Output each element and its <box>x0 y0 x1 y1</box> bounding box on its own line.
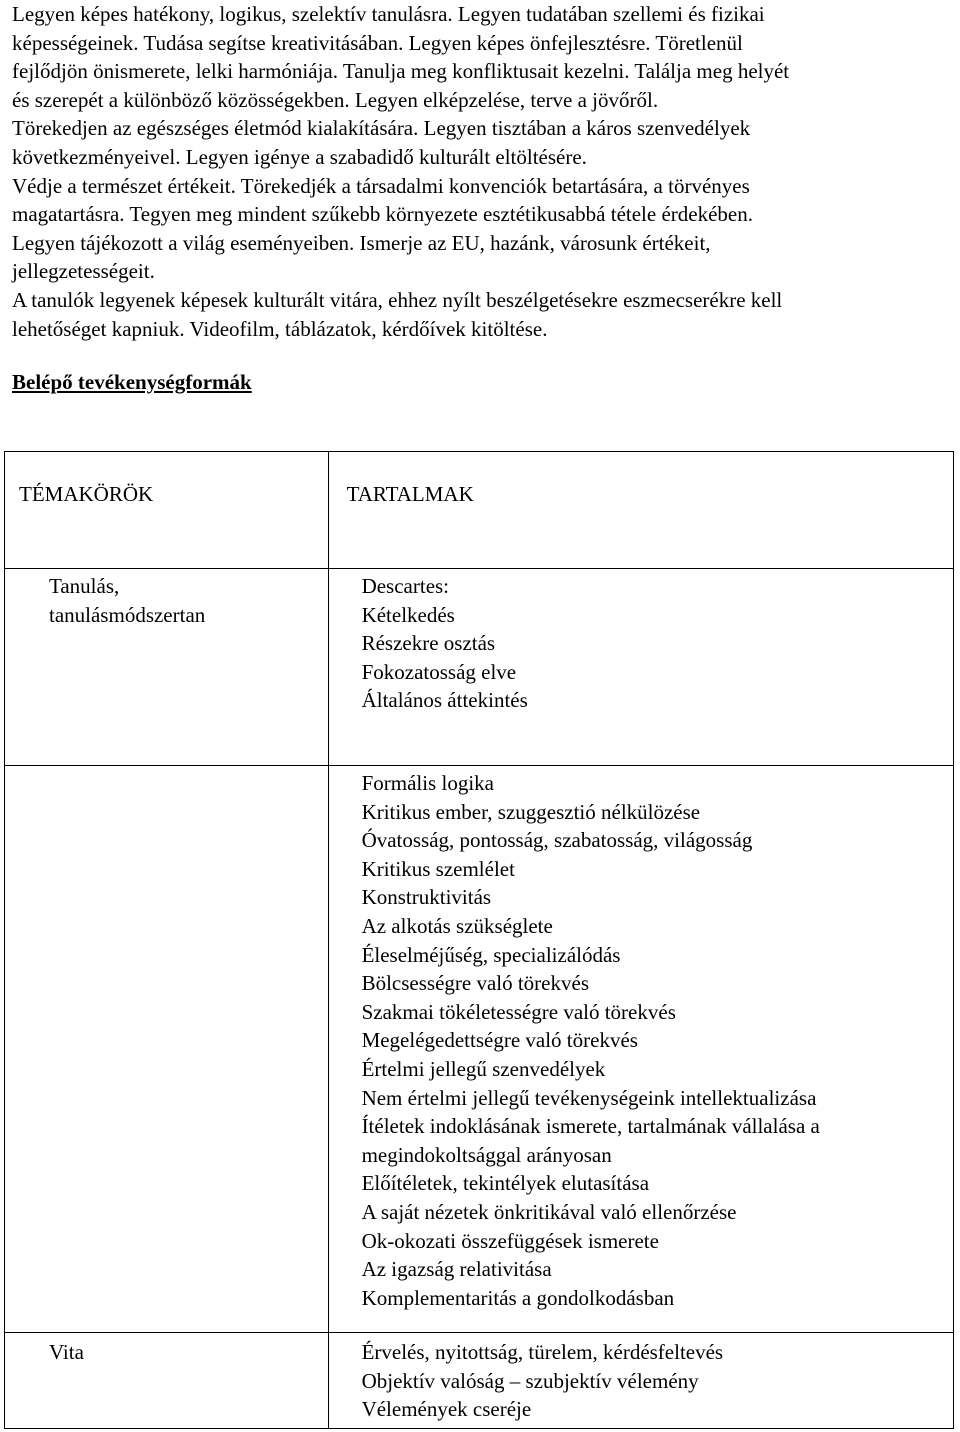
intro-line: következményeivel. Legyen igénye a szabadidő kulturált eltöltésére. <box>12 144 587 169</box>
content-item: Ítéletek indoklásának ismerete, tartalmának vállalása a <box>361 1114 820 1139</box>
content-item: Éleselméjűség, specializálódás <box>361 942 621 967</box>
content-item: Részekre osztás <box>361 631 496 656</box>
content-item: Komplementaritás a gondolkodásban <box>361 1285 675 1310</box>
content-item: Bölcsességre való törekvés <box>361 971 589 996</box>
intro-line: Legyen képes hatékony, logikus, szelektív tanulásra. Legyen tudatában szellemi és fizikai <box>12 2 765 26</box>
content-item: Fokozatosság elve <box>361 659 517 684</box>
intro-line: A tanulók legyenek képesek kulturált vitára, ehhez nyílt beszélgetésekre eszmecserékre kell <box>12 287 783 312</box>
intro-line: fejlődjön önismerete, lelki harmóniája. Tanulja meg konfliktusait kezelni. Találja meg helyét <box>12 59 790 84</box>
topic-cell <box>5 766 329 1333</box>
topic-line: tanulásmódszertan <box>49 602 206 627</box>
intro-line: lehetőséget kapniuk. Videofilm, táblázatok, kérdőívek kitöltése. <box>12 316 548 341</box>
content-cell <box>328 766 953 1333</box>
content-item: Ok-okozati összefüggések ismerete <box>361 1228 659 1253</box>
content-item: Értelmi jellegű szenvedélyek <box>361 1056 606 1081</box>
content-item: Az alkotás szükséglete <box>361 913 553 938</box>
content-item: Előítéletek, tekintélyek elutasítása <box>361 1171 650 1196</box>
topics-table <box>4 451 954 1429</box>
table-header-row <box>5 452 954 569</box>
intro-line: képességeinek. Tudása segítse kreativitásában. Legyen képes önfejlesztésre. Töretlenül <box>12 30 743 55</box>
content-item: Objektív valóság – szubjektív vélemény <box>361 1368 699 1393</box>
header-label-contents: TARTALMAK <box>346 482 474 506</box>
content-item: Megelégedettségre való törekvés <box>361 1028 638 1053</box>
intro-line: jellegzetességeit. <box>12 259 155 284</box>
content-item: Vélemények cseréje <box>361 1397 532 1422</box>
content-item: Általános áttekintés <box>361 688 528 713</box>
content-item: Konstruktivitás <box>361 885 492 910</box>
table-row <box>5 1333 954 1429</box>
content-item: A saját nézetek önkritikával való ellenőrzése <box>361 1199 737 1224</box>
topic-line: Tanulás, <box>49 574 120 598</box>
content-cell <box>328 569 953 766</box>
intro-paragraph <box>12 0 952 343</box>
content-item: Nem értelmi jellegű tevékenységeink intellektualizása <box>361 1085 817 1110</box>
content-item: Kritikus ember, szuggesztió nélkülözése <box>361 799 701 824</box>
topic-cell <box>5 569 329 766</box>
content-item: Formális logika <box>361 771 494 795</box>
topic-line: Vita <box>49 1340 84 1364</box>
intro-line: magatartásra. Tegyen meg mindent szűkebb környezete esztétikusabbá tétele érdekében. <box>12 202 753 227</box>
intro-line: Legyen tájékozott a világ eseményeiben. Ismerje az EU, hazánk, városunk értékeit, <box>12 230 711 255</box>
topic-cell <box>5 1333 329 1429</box>
intro-line: Törekedjen az egészséges életmód kialakítására. Legyen tisztában a káros szenvedélyek <box>12 116 751 141</box>
content-item: Szakmai tökéletességre való törekvés <box>361 999 676 1024</box>
content-item: Kritikus szemlélet <box>361 856 515 881</box>
header-cell-topics <box>5 452 329 569</box>
intro-line: Védje a természet értékeit. Törekedjék a társadalmi konvenciók betartására, a törvényes <box>12 173 750 198</box>
content-cell <box>328 1333 953 1429</box>
table-row <box>5 766 954 1333</box>
table-row <box>5 569 954 766</box>
intro-line: és szerepét a különböző közösségekben. Legyen elképzelése, terve a jövőről. <box>12 87 659 112</box>
content-item: Descartes: <box>361 574 450 598</box>
content-item: Az igazság relativitása <box>361 1257 552 1282</box>
section-heading: Belépő tevékenységformák <box>12 370 252 394</box>
content-item: Érvelés, nyitottság, türelem, kérdésfeltevés <box>361 1340 724 1364</box>
header-cell-contents <box>328 452 953 569</box>
header-label-topics: TÉMAKÖRÖK <box>19 482 154 506</box>
content-item: Kételkedés <box>361 602 455 627</box>
content-item: megindokoltsággal arányosan <box>361 1142 612 1167</box>
content-item: Óvatosság, pontosság, szabatosság, világosság <box>361 828 753 853</box>
